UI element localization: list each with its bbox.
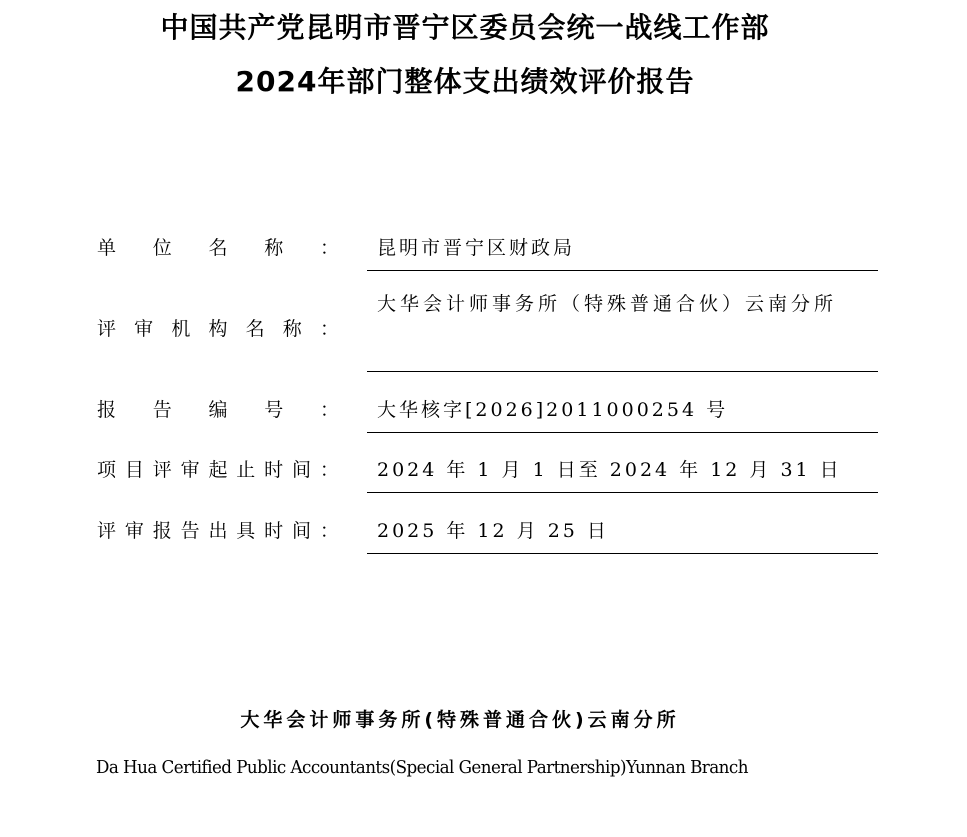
label-char: 出 (208, 520, 228, 542)
label-char: 具 (236, 520, 256, 542)
label-char: ： (319, 318, 339, 340)
review-period-underline (367, 492, 878, 493)
label-char: 目 (124, 459, 144, 481)
unit-name-underline (367, 270, 878, 271)
report-issue-date-label (97, 519, 339, 543)
label-char: 号 (264, 399, 284, 421)
label-char: 名 (245, 318, 265, 340)
label-char: ： (319, 459, 339, 481)
report-issue-date-value: 2025 年 12 月 25 日 (377, 520, 609, 542)
report-number-label (97, 398, 339, 422)
report-number-value: 大华核字[2026]2011000254 号 (377, 399, 729, 421)
label-char: 报 (152, 520, 172, 542)
label-char: 间 (292, 520, 312, 542)
review-agency-label (97, 317, 339, 341)
review-period-label (97, 458, 339, 482)
label-char: 评 (97, 520, 117, 542)
label-char: 机 (171, 318, 191, 340)
label-char: 评 (152, 459, 172, 481)
label-char: ： (319, 237, 339, 259)
label-char: 报 (97, 399, 117, 421)
review-period-value: 2024 年 1 月 1 日至 2024 年 12 月 31 日 (377, 459, 842, 481)
label-char: 起 (208, 459, 228, 481)
label-char: 审 (134, 318, 154, 340)
label-char: ： (319, 520, 339, 542)
unit-name-value: 昆明市晋宁区财政局 (377, 237, 576, 259)
label-char: 评 (97, 318, 117, 340)
label-char: ： (319, 399, 339, 421)
label-char: 位 (152, 237, 172, 259)
report-title-line-2: 2024年部门整体支出绩效评价报告 (235, 65, 695, 98)
label-char: 审 (124, 520, 144, 542)
label-char: 编 (208, 399, 228, 421)
label-char: 时 (264, 459, 284, 481)
label-char: 称 (282, 318, 302, 340)
label-char: 止 (236, 459, 256, 481)
review-agency-value: 大华会计师事务所（特殊普通合伙）云南分所 (377, 293, 838, 315)
label-char: 名 (208, 237, 228, 259)
label-char: 称 (264, 237, 284, 259)
label-char: 时 (264, 520, 284, 542)
label-char: 单 (97, 237, 117, 259)
firm-name-chinese: 大华会计师事务所(特殊普通合伙)云南分所 (240, 709, 680, 731)
label-char: 项 (97, 459, 117, 481)
label-char: 构 (208, 318, 228, 340)
report-title-line-1: 中国共产党昆明市晋宁区委员会统一战线工作部 (160, 11, 770, 44)
review-agency-underline (367, 371, 878, 372)
label-char: 告 (180, 520, 200, 542)
label-char: 审 (180, 459, 200, 481)
label-char: 告 (152, 399, 172, 421)
label-char: 间 (292, 459, 312, 481)
report-issue-date-underline (367, 553, 878, 554)
firm-name-english: Da Hua Certified Public Accountants(Special General Partnership)Yunnan Branch (96, 757, 748, 778)
report-number-underline (367, 432, 878, 433)
unit-name-label (97, 236, 339, 260)
